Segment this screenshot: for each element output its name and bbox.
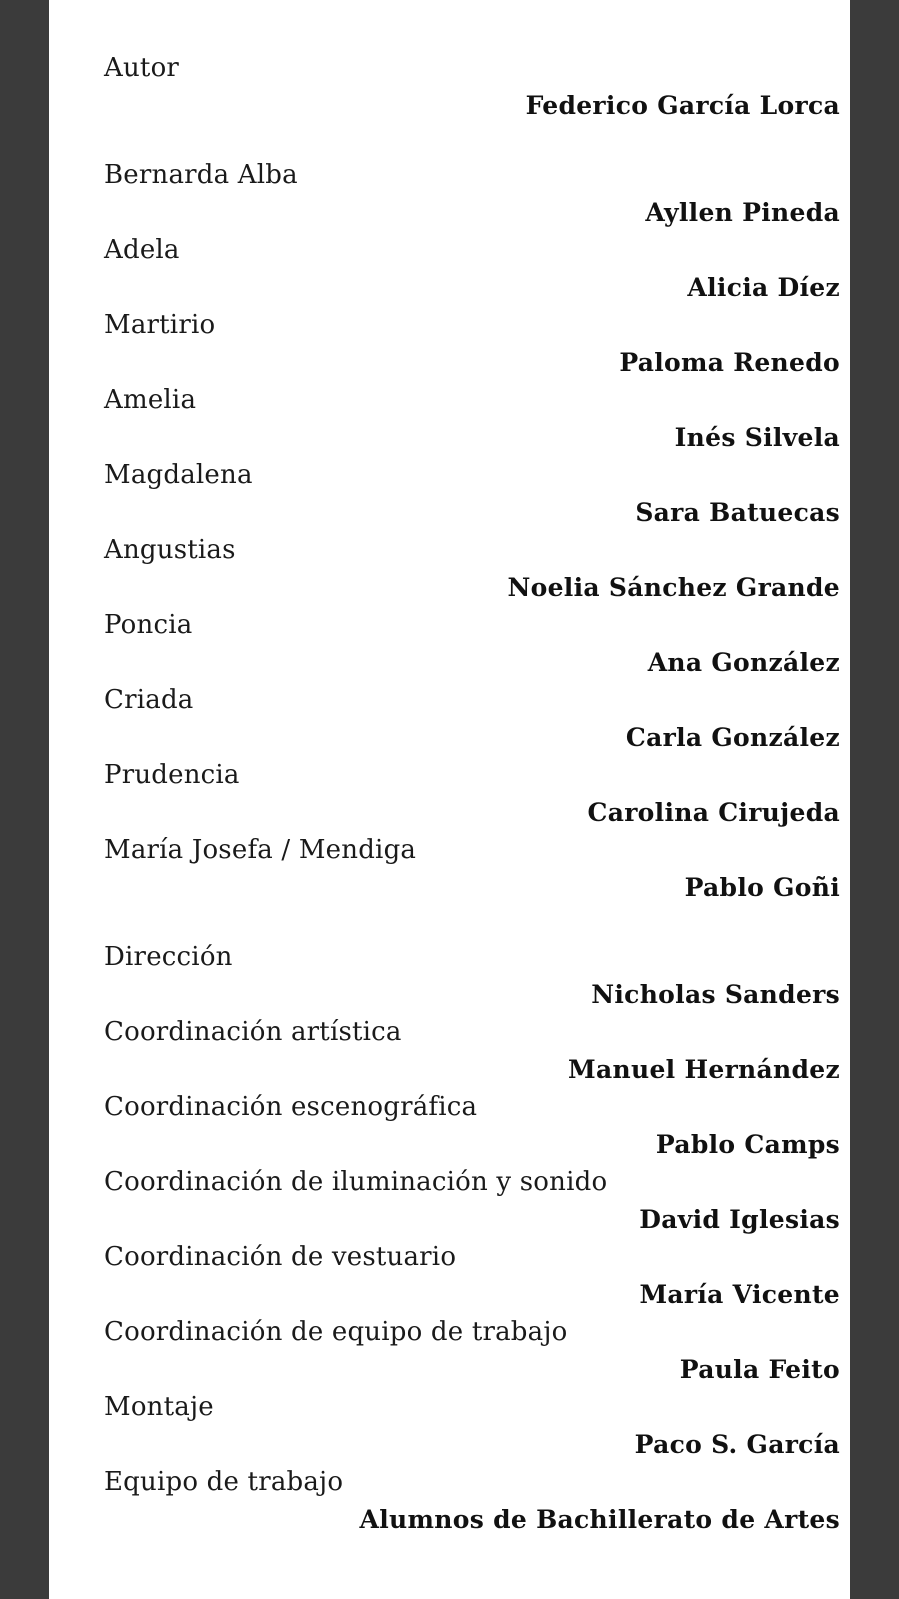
credit-entry <box>104 50 840 125</box>
credit-role: Criada <box>104 685 194 715</box>
credit-entry <box>104 757 840 832</box>
credit-role: Equipo de trabajo <box>104 1467 344 1497</box>
section-spacer <box>104 907 840 939</box>
credit-name: María Vicente <box>639 1280 840 1309</box>
credit-role: María Josefa / Mendiga <box>104 835 417 865</box>
credit-role: Amelia <box>104 385 197 415</box>
credit-name: Noelia Sánchez Grande <box>507 573 840 602</box>
section-spacer <box>104 125 840 157</box>
credit-entry <box>104 1314 840 1389</box>
credit-entry <box>104 1239 840 1314</box>
credit-entry <box>104 1164 840 1239</box>
credit-name: Inés Silvela <box>674 423 840 452</box>
credit-role: Dirección <box>104 942 233 972</box>
credits-list <box>104 50 840 1539</box>
credit-role: Coordinación artística <box>104 1017 402 1047</box>
credit-name: Sara Batuecas <box>635 498 840 527</box>
author-section <box>104 50 840 125</box>
credit-entry <box>104 307 840 382</box>
credit-entry <box>104 532 840 607</box>
credit-entry <box>104 939 840 1014</box>
credit-entry <box>104 382 840 457</box>
credit-name: Paco S. García <box>634 1430 840 1459</box>
credit-entry <box>104 1089 840 1164</box>
crew-section <box>104 939 840 1539</box>
credit-name: Alumnos de Bachillerato de Artes <box>359 1505 840 1534</box>
credit-role: Martirio <box>104 310 216 340</box>
credit-role: Coordinación escenográfica <box>104 1092 478 1122</box>
credit-entry <box>104 457 840 532</box>
credit-entry <box>104 607 840 682</box>
credit-name: Carla González <box>625 723 840 752</box>
credit-entry <box>104 1389 840 1464</box>
credit-name: Paloma Renedo <box>619 348 840 377</box>
credit-name: Paula Feito <box>679 1355 840 1384</box>
credit-name: Nicholas Sanders <box>591 980 840 1009</box>
credit-name: Pablo Goñi <box>684 873 840 902</box>
credit-name: Federico García Lorca <box>525 91 840 120</box>
credits-page <box>49 0 850 1599</box>
credit-entry <box>104 1014 840 1089</box>
credit-role: Bernarda Alba <box>104 160 298 190</box>
credit-name: David Iglesias <box>639 1205 840 1234</box>
credit-name: Carolina Cirujeda <box>587 798 840 827</box>
cast-section <box>104 157 840 907</box>
credit-role: Adela <box>104 235 180 265</box>
credit-role: Coordinación de equipo de trabajo <box>104 1317 568 1347</box>
credit-name: Pablo Camps <box>655 1130 840 1159</box>
credit-role: Angustias <box>104 535 236 565</box>
credit-name: Manuel Hernández <box>568 1055 840 1084</box>
credit-entry <box>104 682 840 757</box>
credit-role: Poncia <box>104 610 193 640</box>
credit-role: Montaje <box>104 1392 214 1422</box>
credit-entry <box>104 832 840 907</box>
credit-role: Prudencia <box>104 760 240 790</box>
credit-name: Alicia Díez <box>687 273 840 302</box>
credit-entry <box>104 1464 840 1539</box>
credit-name: Ana González <box>647 648 840 677</box>
credit-role: Coordinación de vestuario <box>104 1242 457 1272</box>
credit-role: Magdalena <box>104 460 253 490</box>
credit-name: Ayllen Pineda <box>645 198 840 227</box>
credit-role: Autor <box>104 53 180 83</box>
credit-role: Coordinación de iluminación y sonido <box>104 1167 608 1197</box>
credit-entry <box>104 232 840 307</box>
credit-entry <box>104 157 840 232</box>
